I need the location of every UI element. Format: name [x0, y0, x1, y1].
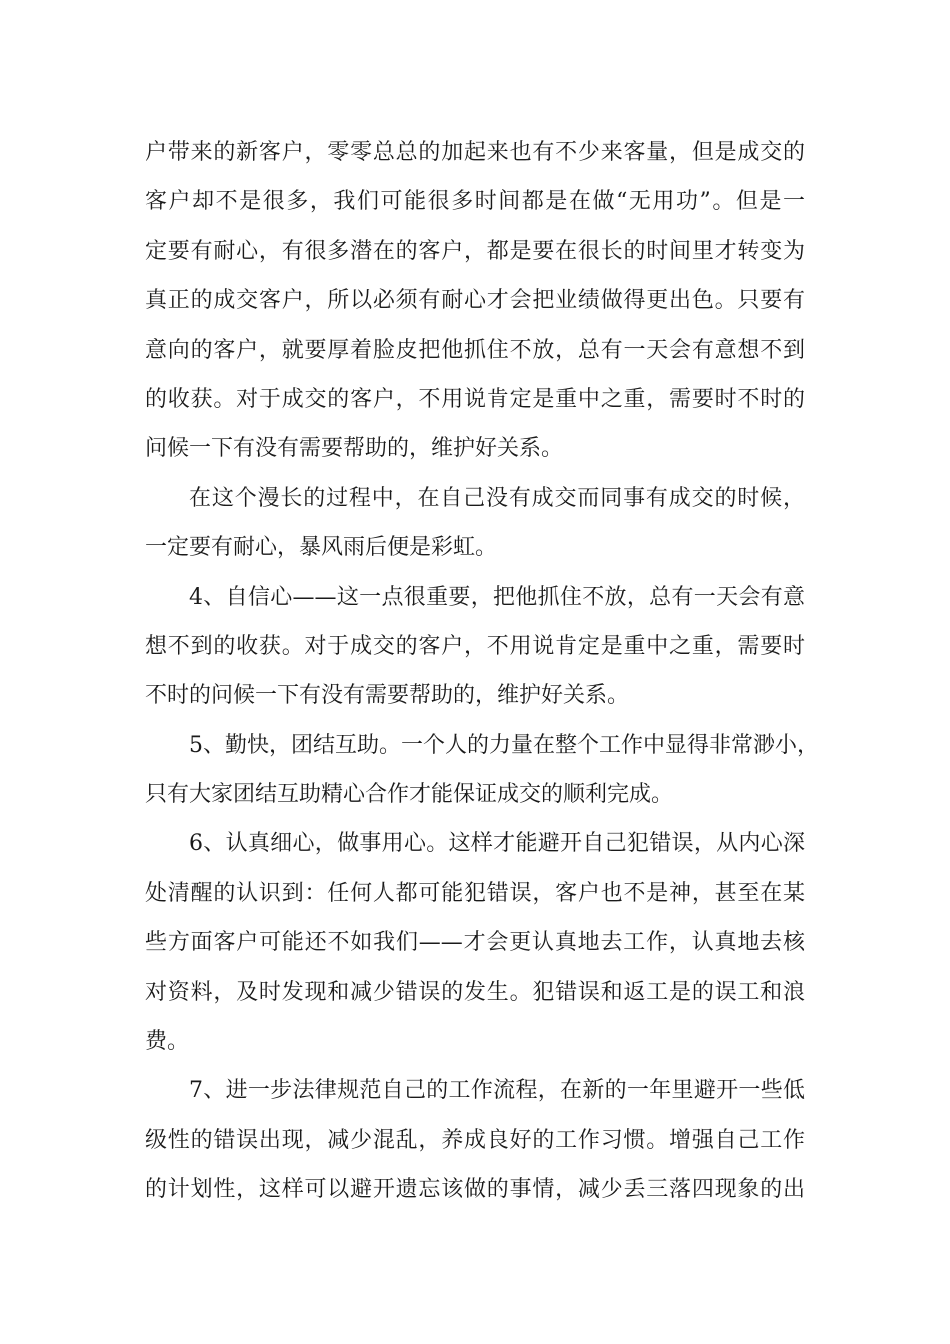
text-line: 些方面客户可能还不如我们——才会更认真地去工作，认真地去核: [145, 930, 805, 956]
text-line: 真正的成交客户，所以必须有耐心才会把业绩做得更出色。只要有: [145, 288, 805, 314]
text-line: 客户却不是很多，我们可能很多时间都是在做“无用功”。但是一: [145, 189, 805, 215]
document-body: [145, 128, 819, 1215]
text-line: 意向的客户，就要厚着脸皮把他抓住不放，总有一天会有意想不到: [145, 337, 805, 363]
paragraph-first-line: 6、认真细心，做事用心。这样才能避开自己犯错误，从内心深: [189, 831, 805, 857]
text-line: 级性的错误出现，减少混乱，养成良好的工作习惯。增强自己工作: [145, 1127, 805, 1153]
text-line: 定要有耐心，有很多潜在的客户，都是要在很长的时间里才转变为: [145, 238, 805, 264]
text-line: 的计划性，这样可以避开遗忘该做的事情，减少丢三落四现象的出: [145, 1177, 805, 1203]
paragraph-first-line: 7、进一步法律规范自己的工作流程，在新的一年里避开一些低: [189, 1078, 805, 1104]
text-line: 只有大家团结互助精心合作才能保证成交的顺利完成。: [145, 782, 674, 808]
text-line: 不时的问候一下有没有需要帮助的，维护好关系。: [145, 683, 630, 709]
text-line: 一定要有耐心，暴风雨后便是彩虹。: [145, 535, 498, 561]
paragraph-first-line: 4、自信心——这一点很重要，把他抓住不放，总有一天会有意: [189, 584, 805, 610]
paragraph-first-line: 5、勤快，团结互助。一个人的力量在整个工作中显得非常渺小，: [189, 732, 819, 758]
text-line: 费。: [145, 1029, 190, 1055]
paragraph-first-line: 在这个漫长的过程中，在自己没有成交而同事有成交的时候，: [189, 485, 805, 511]
text-line: 对资料，及时发现和减少错误的发生。犯错误和返工是的误工和浪: [145, 979, 805, 1005]
text-line: 的收获。对于成交的客户，不用说肯定是重中之重，需要时不时的: [145, 386, 805, 412]
text-line: 处清醒的认识到：任何人都可能犯错误，客户也不是神，甚至在某: [145, 880, 805, 906]
text-line: 问候一下有没有需要帮助的，维护好关系。: [145, 436, 564, 462]
text-line: 想不到的收获。对于成交的客户，不用说肯定是重中之重，需要时: [145, 633, 805, 659]
text-line: 户带来的新客户，零零总总的加起来也有不少来客量，但是成交的: [145, 140, 805, 165]
